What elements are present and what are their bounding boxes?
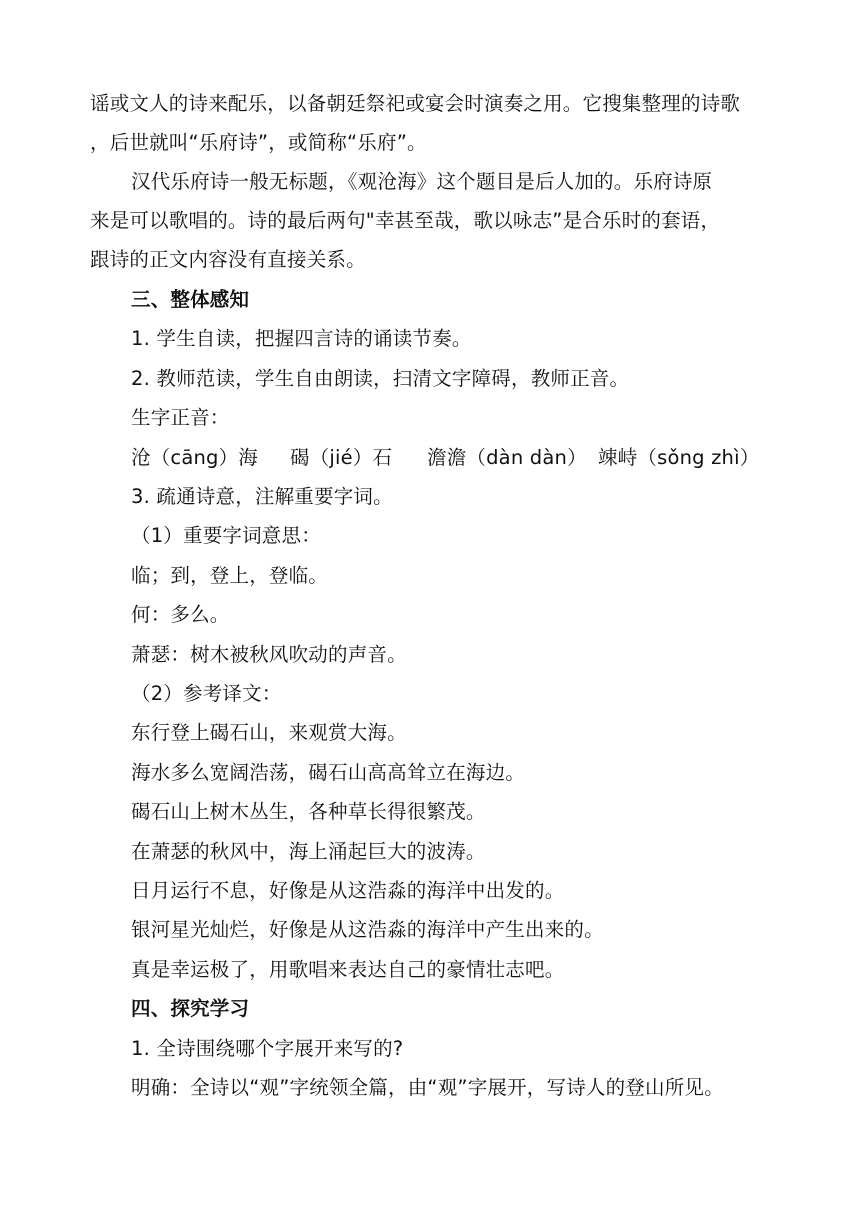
- word-definition: 临；到，登上，登临。: [131, 564, 329, 587]
- pronunciation-item: 沧（cāng）海: [131, 446, 259, 469]
- paragraph-line: 来是可以歌唱的。诗的最后两句"幸甚至哉，歌以咏志”是合乐时的套语，: [90, 209, 721, 232]
- word-definition: 何：多么。: [131, 603, 230, 626]
- sub-label: （2）参考译文：: [131, 682, 282, 705]
- translation-line: 海水多么宽阔浩荡，碣石山高高耸立在海边。: [131, 761, 526, 784]
- translation-line: 在萧瑟的秋风中，海上涌起巨大的波涛。: [131, 840, 486, 863]
- section-heading: 三、整体感知: [131, 288, 250, 311]
- paragraph-line: 汉代乐府诗一般无标题，《观沧海》这个题目是后人加的。乐府诗原: [131, 170, 713, 193]
- paragraph-line: 谣或文人的诗来配乐，以备朝廷祭祀或宴会时演奏之用。它搜集整理的诗歌: [90, 92, 741, 115]
- translation-line: 东行登上碣石山，来观赏大海。: [131, 721, 407, 744]
- translation-line: 日月运行不息，好像是从这浩淼的海洋中出发的。: [131, 879, 565, 902]
- list-item: 1. 学生自读，把握四言诗的诵读节奏。: [131, 327, 472, 350]
- pronunciation-row: [131, 445, 821, 471]
- answer: 明确：全诗以“观”字统领全篇，由“观”字展开，写诗人的登山所见。: [131, 1076, 724, 1099]
- list-item: 3. 疏通诗意，注解重要字词。: [131, 485, 393, 508]
- translation-line: 碣石山上树木丛生，各种草长得很繁茂。: [131, 800, 486, 823]
- translation-line: 真是幸运极了，用歌唱来表达自己的豪情壮志吧。: [131, 958, 565, 981]
- paragraph-line: ，后世就叫“乐府诗”，或简称“乐府”。: [90, 131, 427, 154]
- section-heading: 四、探究学习: [131, 997, 250, 1020]
- pronunciation-label: 生字正音：: [131, 406, 230, 429]
- word-definition: 萧瑟：树木被秋风吹动的声音。: [131, 643, 407, 666]
- pronunciation-item: 碣（jié）石: [290, 446, 393, 469]
- pronunciation-item: 竦峙（sǒng zhì）: [598, 446, 760, 469]
- translation-line: 银河星光灿烂，好像是从这浩淼的海洋中产生出来的。: [131, 918, 604, 941]
- list-item: 2. 教师范读，学生自由朗读，扫清文字障碍，教师正音。: [131, 367, 630, 390]
- paragraph-line: 跟诗的正文内容没有直接关系。: [90, 248, 366, 271]
- question: 1. 全诗围绕哪个字展开来写的?: [131, 1037, 404, 1060]
- sub-label: （1）重要字词意思：: [131, 524, 321, 547]
- pronunciation-item: 澹澹（dàn dàn）: [427, 446, 587, 469]
